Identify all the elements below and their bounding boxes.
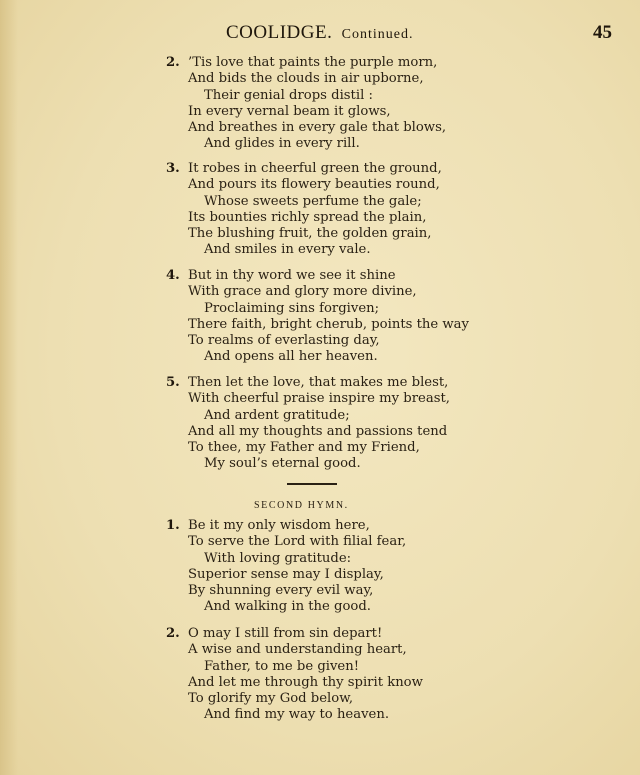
stanza-line: There faith, bright cherub, points the way [188, 316, 469, 332]
header-title: COOLIDGE. [226, 22, 333, 43]
stanza-line: To thee, my Father and my Friend, [188, 440, 420, 456]
stanza-line: And find my way to heaven. [204, 707, 390, 723]
page-edge-shadow [0, 0, 18, 775]
stanza-line: To glorify my God below, [188, 691, 354, 707]
stanza-line: With cheerful praise inspire my breast, [188, 391, 450, 407]
stanza-line [166, 626, 423, 642]
stanza-line [166, 375, 450, 391]
stanza-line: In every vernal beam it glows, [188, 103, 391, 119]
stanza-line: Their genial drops distil : [204, 87, 373, 103]
stanza-line: And smiles in every vale. [204, 242, 371, 258]
stanza-line: And breathes in every gale that blows, [188, 120, 447, 136]
running-head [0, 22, 640, 48]
stanza-line: Whose sweets perfume the gale; [204, 193, 422, 209]
second-hymn-stanza-2 [166, 626, 423, 724]
stanza-line-text: O may I still from sin depart! [188, 626, 383, 641]
stanza-number: 1. [166, 518, 180, 533]
header-continued: Continued. [341, 27, 414, 42]
stanza-line: And ardent gratitude; [204, 407, 350, 423]
stanza-line [166, 55, 446, 71]
stanza-line: By shunning every evil way, [188, 583, 374, 599]
stanza-line: Its bounties richly spread the plain, [188, 209, 427, 225]
stanza-line: With loving gratitude: [204, 550, 352, 566]
second-hymn-title: SECOND HYMN. [254, 500, 349, 511]
stanza-line: To realms of everlasting day, [188, 333, 380, 349]
stanza-line: Superior sense may I display, [188, 566, 384, 582]
stanza-line: With grace and glory more divine, [188, 284, 417, 300]
stanza-line: And all my thoughts and passions tend [188, 423, 448, 439]
stanza-line-text: But in thy word we see it shine [188, 268, 396, 283]
page-number: 45 [593, 22, 612, 43]
stanza-line: And glides in every rill. [204, 136, 360, 152]
stanza-number: 2. [166, 626, 180, 641]
stanza-line: And pours its flowery beauties round, [188, 177, 440, 193]
stanza-2 [166, 55, 446, 153]
stanza-line-text: ’Tis love that paints the purple morn, [188, 55, 438, 70]
stanza-line: And bids the clouds in air upborne, [188, 71, 424, 87]
stanza-line [166, 161, 442, 177]
stanza-line: And walking in the good. [204, 599, 372, 615]
stanza-line-text: It robes in cheerful green the ground, [188, 161, 442, 176]
running-title [226, 22, 413, 44]
stanza-line [166, 268, 469, 284]
section-divider [287, 483, 337, 485]
stanza-line: My soul’s eternal good. [204, 456, 361, 472]
stanza-line: Proclaiming sins forgiven; [204, 300, 380, 316]
stanza-line: Father, to me be given! [204, 658, 360, 674]
stanza-3 [166, 161, 442, 259]
stanza-line: A wise and understanding heart, [188, 642, 407, 658]
stanza-line-text: Then let the love, that makes me blest, [188, 375, 449, 390]
stanza-line: The blushing fruit, the golden grain, [188, 226, 432, 242]
stanza-number: 3. [166, 161, 180, 176]
stanza-number: 2. [166, 55, 180, 70]
stanza-line: To serve the Lord with filial fear, [188, 534, 407, 550]
stanza-4 [166, 268, 469, 366]
stanza-number: 4. [166, 268, 180, 283]
second-hymn-stanza-1 [166, 518, 406, 616]
stanza-line: And let me through thy spirit know [188, 674, 423, 690]
stanza-number: 5. [166, 375, 180, 390]
stanza-line [166, 518, 406, 534]
stanza-line-text: Be it my only wisdom here, [188, 518, 370, 533]
stanza-5 [166, 375, 450, 473]
stanza-line: And opens all her heaven. [204, 349, 378, 365]
